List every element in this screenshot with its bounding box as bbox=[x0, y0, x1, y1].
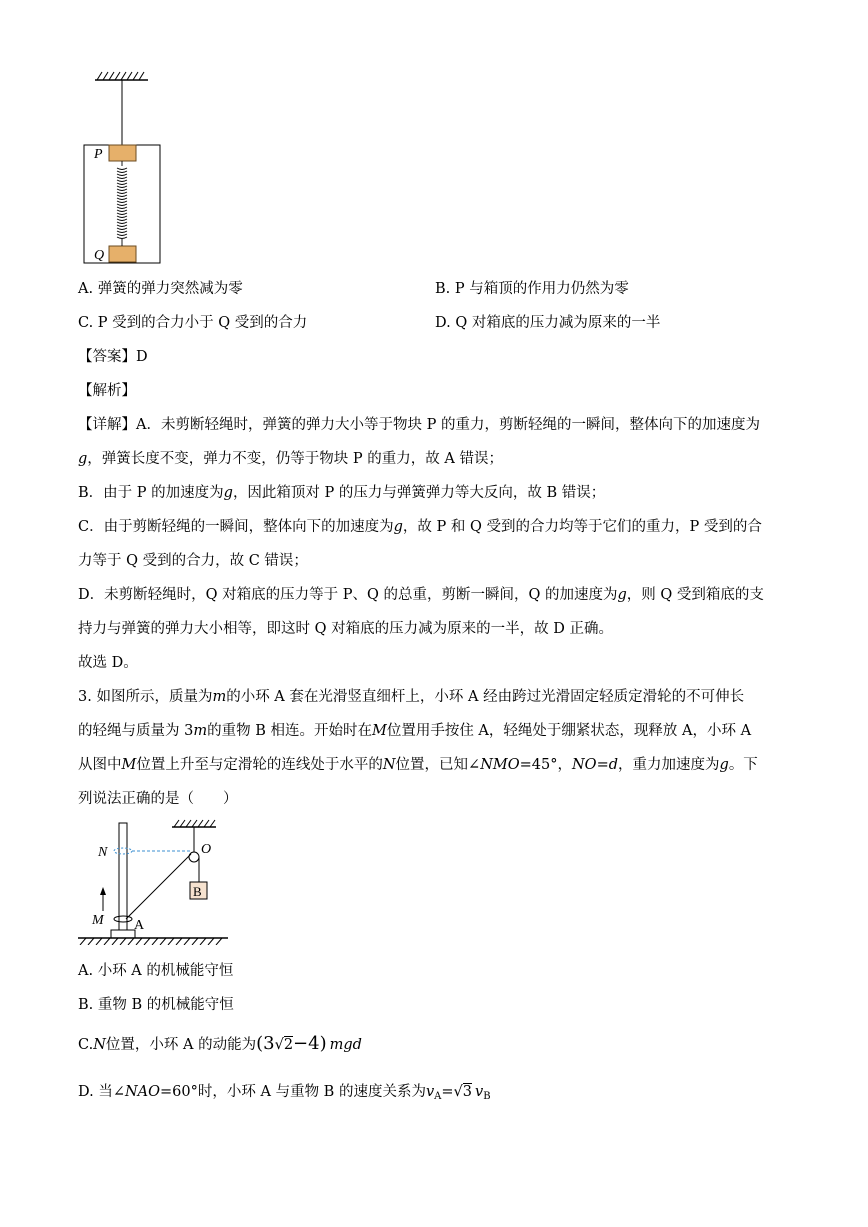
option-d: D. Q 对箱底的压力减为原来的一半 bbox=[435, 315, 661, 331]
label-m: M bbox=[92, 913, 104, 928]
label-q: Q bbox=[94, 248, 105, 263]
analysis-heading: 【解析】 bbox=[78, 383, 136, 399]
text: =60°时，小环 A 与重物 B 的速度关系为 bbox=[160, 1084, 426, 1100]
detail-line-7: 持力与弹簧的弹力大小相等，即这时 Q 对箱底的压力减为原来的一半，故 D 正确。 bbox=[78, 621, 613, 637]
text: 位置用手按住 A，轻绳处于绷紧状态，现释放 A，小环 A bbox=[386, 723, 752, 739]
q3-line-3 bbox=[78, 755, 758, 775]
text: ，弹簧长度不变，弹力不变，仍等于物块 P 的重力，故 A 错误； bbox=[87, 451, 503, 467]
text: 的小环 A 套在光滑竖直细杆上，小环 A 经由跨过光滑固定轻质定滑轮的不可伸长 bbox=[226, 689, 745, 705]
figure-pulley bbox=[0, 815, 868, 945]
detail-line-5: 力等于 Q 受到的合力，故 C 错误； bbox=[78, 553, 308, 569]
var-va: v bbox=[425, 1084, 435, 1100]
spring bbox=[117, 161, 127, 246]
var-m: m bbox=[193, 723, 208, 739]
ceiling-hatch bbox=[95, 72, 148, 80]
sqrt-radicand: 2 bbox=[283, 1037, 294, 1053]
sqrt-radicand: 3 bbox=[462, 1084, 473, 1100]
block-p bbox=[109, 145, 136, 161]
var-NO: NO bbox=[571, 757, 597, 773]
expr-paren-left: (3 bbox=[256, 1033, 275, 1054]
text: ，故 P 和 Q 受到的合力均等于它们的重力，P 受到的合 bbox=[402, 519, 762, 535]
option-a: A. 弹簧的弹力突然减为零 bbox=[78, 281, 243, 297]
text: D．未剪断轻绳时，Q 对箱底的压力等于 P、Q 的总重，剪断一瞬间，Q 的加速度为 bbox=[78, 587, 618, 603]
text: 位置，小环 A 的动能为 bbox=[105, 1037, 257, 1053]
detail-line-4 bbox=[78, 517, 762, 537]
var-mgd: mgd bbox=[329, 1037, 362, 1053]
var-g: g bbox=[223, 485, 233, 501]
text: 的重物 B 相连。开始时在 bbox=[207, 723, 372, 739]
text: 从图中 bbox=[78, 757, 122, 773]
label-b: B bbox=[193, 884, 202, 899]
text: 3. 如图所示，质量为 bbox=[78, 689, 213, 705]
q3-line-1 bbox=[78, 687, 744, 707]
text: D. 当∠ bbox=[78, 1084, 125, 1100]
text: C. bbox=[78, 1037, 94, 1053]
var-g: g bbox=[617, 587, 627, 603]
text: ，因此箱顶对 P 的压力与弹簧弹力等大反向，故 B 错误； bbox=[232, 485, 606, 501]
var-vb: v bbox=[475, 1084, 484, 1100]
sub-b: B bbox=[483, 1091, 491, 1102]
q3-option-a: A. 小环 A 的机械能守恒 bbox=[78, 963, 234, 979]
var-NMO: NMO bbox=[480, 757, 520, 773]
detail-line-1: 【详解】A．未剪断轻绳时，弹簧的弹力大小等于物块 P 的重力，剪断轻绳的一瞬间，整体向下的加速度为 bbox=[78, 417, 760, 433]
answer: 【答案】D bbox=[78, 349, 148, 365]
rod-base bbox=[111, 930, 135, 938]
option-c: C. P 受到的合力小于 Q 受到的合力 bbox=[78, 315, 308, 331]
q3-option-c bbox=[78, 1034, 362, 1055]
text: ，重力加速度为 bbox=[618, 757, 720, 773]
rod bbox=[119, 823, 127, 930]
sqrt-icon: √ bbox=[274, 1037, 284, 1053]
var-d: d bbox=[608, 757, 619, 773]
label-a: A bbox=[134, 918, 145, 933]
var-M: M bbox=[371, 723, 387, 739]
text: 的轻绳与质量为 3 bbox=[78, 723, 194, 739]
var-m: m bbox=[212, 689, 227, 705]
q3-line-2 bbox=[78, 721, 751, 741]
detail-line-8: 故选 D。 bbox=[78, 655, 138, 671]
arrow-up-icon bbox=[100, 887, 106, 895]
sqrt-icon: √ bbox=[453, 1084, 463, 1100]
q3-line-4: 列说法正确的是（ ） bbox=[78, 791, 238, 807]
text: = bbox=[441, 1084, 454, 1100]
text: 位置上升至与定滑轮的连线处于水平的 bbox=[136, 757, 383, 773]
var-g: g bbox=[78, 451, 88, 467]
sub-a: A bbox=[434, 1091, 442, 1102]
block-q bbox=[109, 246, 136, 262]
var-nao: NAO bbox=[124, 1084, 161, 1100]
label-o: O bbox=[201, 842, 212, 857]
var-N: N bbox=[93, 1037, 106, 1053]
label-n: N bbox=[98, 845, 108, 860]
text: = bbox=[596, 757, 609, 773]
option-b: B. P 与箱顶的作用力仍然为零 bbox=[435, 281, 629, 297]
var-g: g bbox=[719, 757, 729, 773]
expr-paren-right: −4) bbox=[293, 1033, 327, 1054]
ceiling-hatch bbox=[172, 820, 216, 827]
q3-option-b: B. 重物 B 的机械能守恒 bbox=[78, 997, 234, 1013]
var-N: N bbox=[382, 757, 396, 773]
text: 。下 bbox=[728, 757, 758, 773]
var-M: M bbox=[121, 757, 137, 773]
label-p: P bbox=[94, 147, 103, 162]
q3-option-d bbox=[78, 1082, 491, 1107]
text: ，则 Q 受到箱底的支 bbox=[626, 587, 764, 603]
text: 位置，已知∠ bbox=[395, 757, 481, 773]
figure-spring-box bbox=[0, 0, 868, 280]
var-g: g bbox=[393, 519, 403, 535]
pulley bbox=[189, 852, 199, 862]
detail-line-3 bbox=[78, 483, 605, 503]
detail-line-6 bbox=[78, 585, 764, 605]
text: C．由于剪断轻绳的一瞬间，整体向下的加速度为 bbox=[78, 519, 394, 535]
text: =45°， bbox=[519, 757, 572, 773]
text: B．由于 P 的加速度为 bbox=[78, 485, 224, 501]
detail-line-2 bbox=[78, 449, 503, 469]
ground-hatch bbox=[78, 938, 228, 945]
rope-ao bbox=[126, 854, 191, 919]
